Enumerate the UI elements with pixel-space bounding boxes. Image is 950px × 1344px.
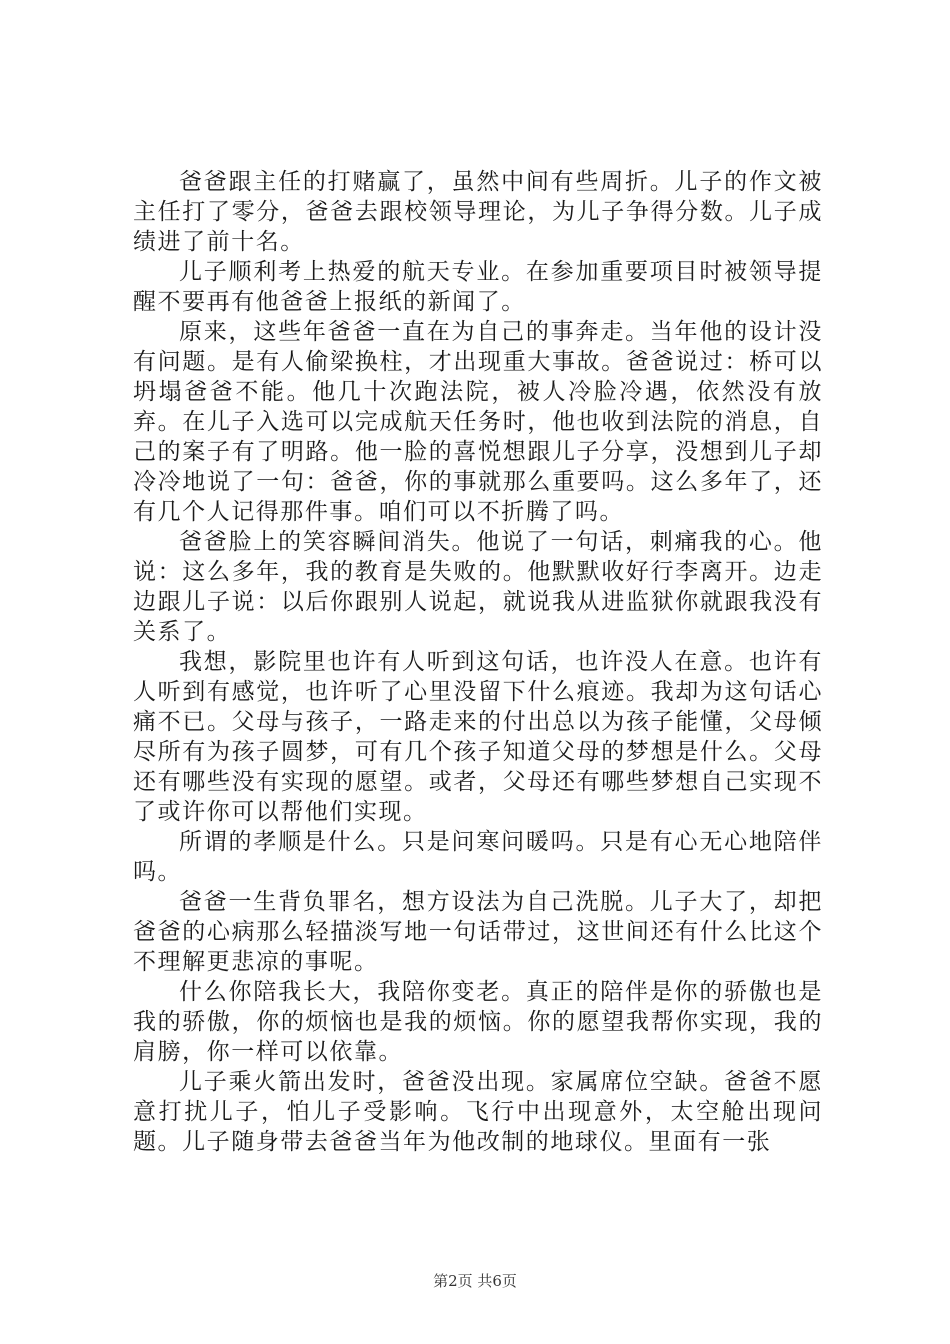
paragraph-8: 什么你陪我长大，我陪你变老。真正的陪伴是你的骄傲也是我的骄傲，你的烦恼也是我的烦恼。你的愿望我帮你实现，我的肩膀，你一样可以依靠。 xyxy=(133,979,823,1065)
paragraph-9: 儿子乘火箭出发时，爸爸没出现。家属席位空缺。爸爸不愿意打扰儿子，怕儿子受影响。飞行中出现意外，太空舱出现问题。儿子随身带去爸爸当年为他改制的地球仪。里面有一张 xyxy=(133,1069,823,1155)
page-number-label: 第2页 共6页 xyxy=(433,1272,517,1290)
paragraph-2: 儿子顺利考上热爱的航天专业。在参加重要项目时被领导提醒不要再有他爸爸上报纸的新闻了。 xyxy=(133,259,823,315)
page-footer xyxy=(0,1270,950,1291)
paragraph-4: 爸爸脸上的笑容瞬间消失。他说了一句话，刺痛我的心。他说：这么多年，我的教育是失败的。他默默收好行李离开。边走边跟儿子说：以后你跟别人说起，就说我从进监狱你就跟我没有关系了。 xyxy=(133,529,823,645)
document-body xyxy=(133,167,823,1157)
paragraph-1: 爸爸跟主任的打赌赢了，虽然中间有些周折。儿子的作文被主任打了零分，爸爸去跟校领导理论，为儿子争得分数。儿子成绩进了前十名。 xyxy=(133,169,823,255)
paragraph-5: 我想，影院里也许有人听到这句话，也许没人在意。也许有人听到有感觉，也许听了心里没留下什么痕迹。我却为这句话心痛不已。父母与孩子，一路走来的付出总以为孩子能懂，父母倾尽所有为孩子圆梦，可有几个孩子知道父母的梦想是什么。父母还有哪些没有实现的愿望。或者，父母还有哪些梦想自己实现不了或许你可以帮他们实现。 xyxy=(133,649,823,825)
paragraph-7: 爸爸一生背负罪名，想方设法为自己洗脱。儿子大了，却把爸爸的心病那么轻描淡写地一句话带过，这世间还有什么比这个不理解更悲凉的事呢。 xyxy=(133,889,823,975)
paragraph-3: 原来，这些年爸爸一直在为自己的事奔走。当年他的设计没有问题。是有人偷梁换柱，才出现重大事故。爸爸说过：桥可以坍塌爸爸不能。他几十次跑法院，被人冷脸冷遇，依然没有放弃。在儿子入选可以完成航天任务时，他也收到法院的消息，自己的案子有了明路。他一脸的喜悦想跟儿子分享，没想到儿子却冷冷地说了一句：爸爸，你的事就那么重要吗。这么多年了，还有几个人记得那件事。咱们可以不折腾了吗。 xyxy=(133,319,823,525)
paragraph-6: 所谓的孝顺是什么。只是问寒问暖吗。只是有心无心地陪伴吗。 xyxy=(133,829,823,885)
